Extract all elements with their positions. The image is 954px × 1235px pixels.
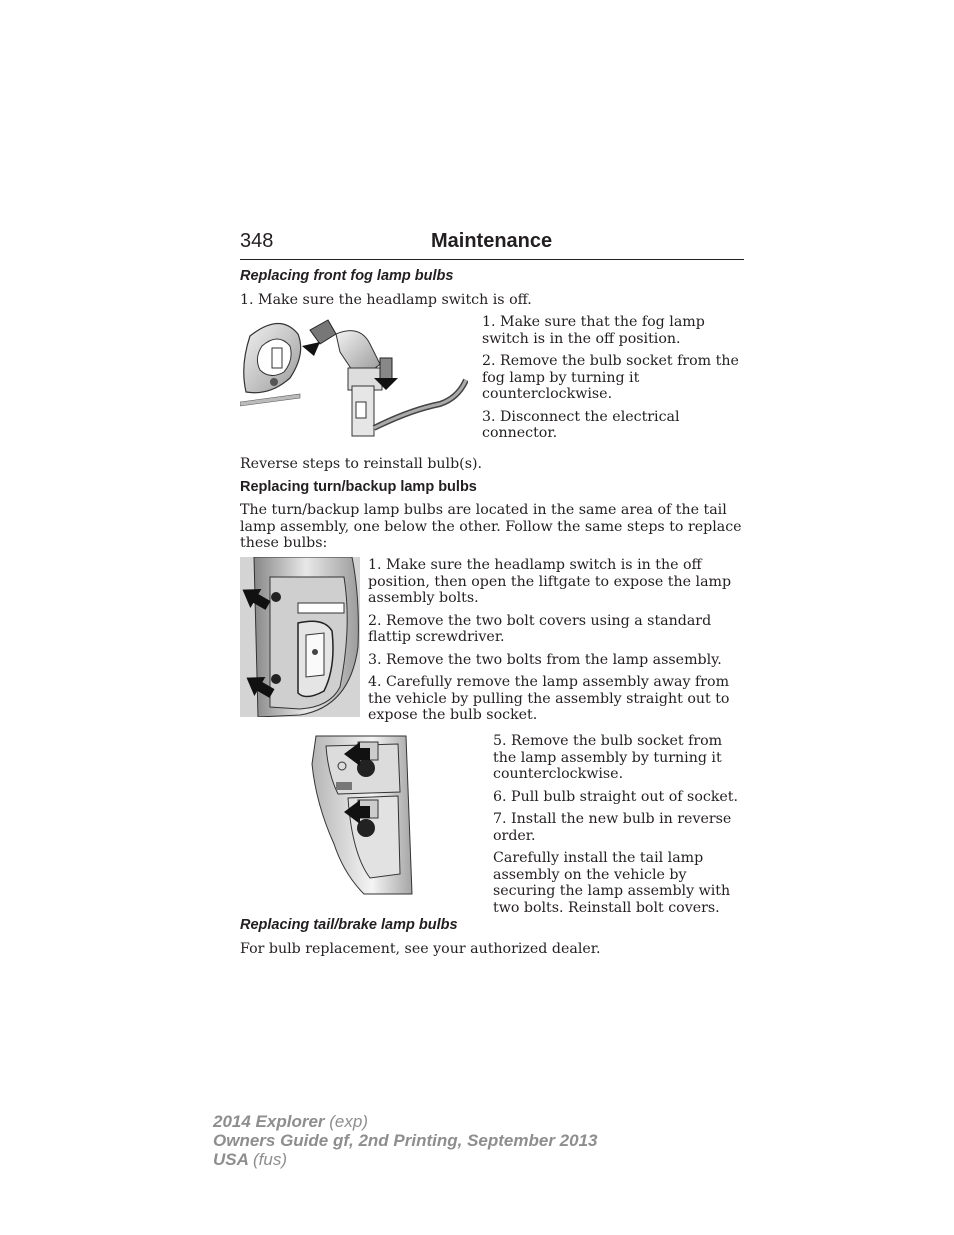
tail-text: For bulb replacement, see your authorized dealer. (240, 941, 601, 957)
tail-lamp-bolts-illustration (240, 557, 360, 717)
fog-reverse: Reverse steps to reinstall bulb(s). (240, 456, 483, 472)
turn-reinstall-note: Carefully install the tail lamp assembly on the vehicle by securing the lamp assembly with two bolts. Reinstall bolt covers. (493, 850, 731, 916)
footer-model: 2014 Explorer (213, 1112, 325, 1131)
fog-intro: 1. Make sure the headlamp switch is off. (240, 292, 532, 308)
fog-step-3: 3. Disconnect the electrical connector. (482, 408, 680, 441)
footer-line-3 (213, 1150, 597, 1169)
turn-heading: Replacing turn/backup lamp bulbs (240, 479, 477, 495)
header-rule (240, 259, 744, 260)
footer-line-2: Owners Guide gf, 2nd Printing, September 2013 (213, 1131, 598, 1150)
fog-lamp-illustration (240, 316, 468, 444)
turn-step-4: 4. Carefully remove the lamp assembly away from the vehicle by pulling the assembly straight out to expose the bulb socket. (368, 674, 730, 723)
page-number: 348 (240, 230, 274, 252)
turn-steps-a (368, 557, 746, 730)
turn-step-2: 2. Remove the two bolt covers using a standard flattip screwdriver. (368, 612, 712, 645)
turn-step-3: 3. Remove the two bolts from the lamp assembly. (368, 651, 722, 668)
fog-steps (482, 314, 746, 448)
page-title: Maintenance (431, 230, 553, 252)
turn-step-7: 7. Install the new bulb in reverse order. (493, 811, 732, 844)
fog-step-1: 1. Make sure that the fog lamp switch is in the off position. (482, 314, 705, 347)
fog-heading: Replacing front fog lamp bulbs (240, 268, 454, 284)
turn-step-1: 1. Make sure the headlamp switch is in the off position, then open the liftgate to expose the lamp assembly bolts. (368, 557, 732, 606)
turn-step-5: 5. Remove the bulb socket from the lamp assembly by turning it counterclockwise. (493, 733, 723, 782)
footer-model-code: (exp) (329, 1112, 368, 1131)
footer-market: USA (213, 1150, 249, 1169)
footer (213, 1112, 597, 1169)
turn-steps-b (493, 733, 747, 922)
fog-step-2: 2. Remove the bulb socket from the fog lamp by turning it counterclockwise. (482, 353, 739, 402)
footer-market-code: (fus) (253, 1150, 287, 1169)
turn-intro: The turn/backup lamp bulbs are located in the same area of the tail lamp assembly, one below the other. Follow the same steps to replace these bulbs: (240, 502, 742, 551)
footer-line-1 (213, 1112, 597, 1131)
turn-step-6: 6. Pull bulb straight out of socket. (493, 788, 739, 805)
tail-heading: Replacing tail/brake lamp bulbs (240, 917, 458, 933)
bulb-socket-illustration (308, 734, 414, 896)
